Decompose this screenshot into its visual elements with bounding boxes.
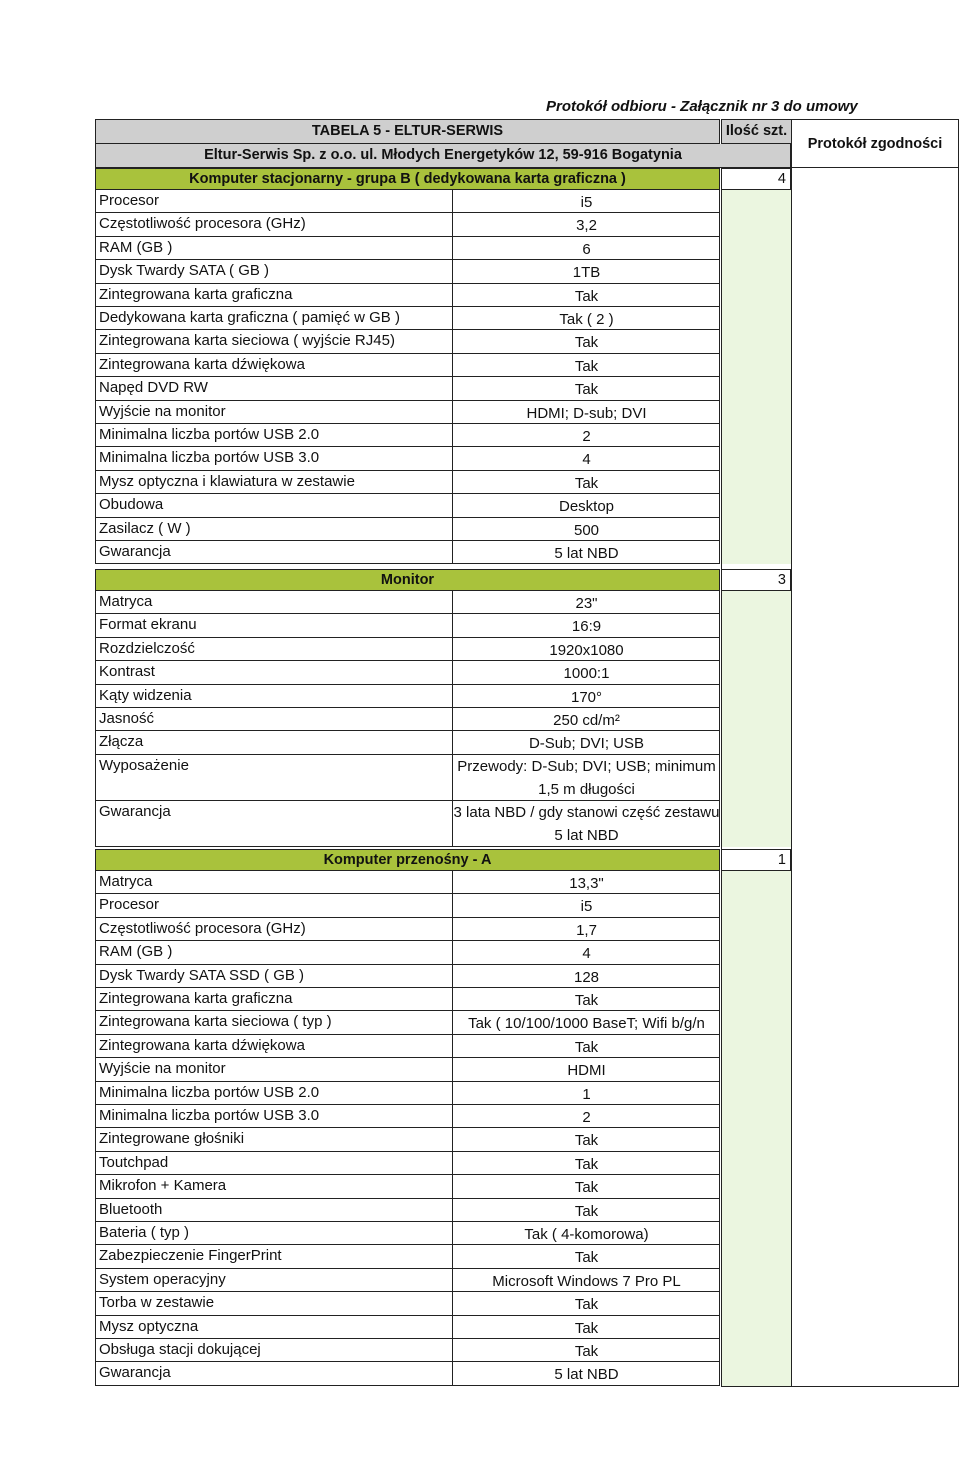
table-row: [95, 661, 720, 684]
table-row: [95, 1269, 720, 1292]
table-border-line: [721, 168, 722, 1386]
table-border-line: [791, 168, 792, 1386]
spec-label: RAM (GB ): [99, 238, 173, 256]
spec-label: Zasilacz ( W ): [99, 519, 191, 537]
spec-value: Tak: [574, 334, 599, 352]
spec-label: Częstotliwość procesora (GHz): [99, 215, 306, 233]
spec-value: D-Sub; DVI; USB: [528, 735, 645, 753]
table-row: [95, 731, 720, 754]
table-row: [95, 307, 720, 330]
table-row: [95, 1316, 720, 1339]
table-row: [95, 1011, 720, 1034]
table-row: [95, 614, 720, 637]
spec-value: 1,7: [576, 921, 597, 939]
spec-value: Tak: [574, 1155, 599, 1173]
spec-label: Dedykowana karta graficzna ( pamięć w GB ): [99, 309, 400, 326]
table-row: [95, 755, 720, 801]
spec-label: Matryca: [99, 593, 153, 610]
table-bottom-line: [721, 1386, 959, 1387]
spec-value: Tak: [574, 1319, 599, 1337]
spec-label: Minimalna liczba portów USB 3.0: [99, 449, 320, 467]
section-quantity: 1: [721, 849, 791, 871]
table-row: [95, 894, 720, 917]
spec-label: Gwarancja: [99, 543, 171, 560]
spec-label: Gwarancja: [99, 1364, 171, 1382]
table-row: [95, 213, 720, 236]
table-row: [95, 918, 720, 941]
table-row: [95, 424, 720, 447]
spec-label: Wyjście na monitor: [99, 1060, 226, 1078]
compliance-column-header: Protokół zgodności: [791, 119, 959, 168]
table-row: [95, 237, 720, 260]
spec-label: Minimalna liczba portów USB 2.0: [99, 1083, 320, 1101]
table-row: [95, 1035, 720, 1058]
spec-value: 1: [582, 1085, 591, 1103]
spec-label: Obudowa: [99, 496, 164, 514]
spec-value: 500: [573, 521, 600, 539]
section-header: Komputer przenośny - A: [95, 849, 720, 871]
spec-label: Zintegrowana karta sieciowa ( wyjście RJ45): [99, 332, 395, 350]
section-quantity: 3: [721, 569, 791, 591]
spec-label: Rozdzielczość: [99, 639, 195, 657]
table-row: [95, 708, 720, 731]
spec-label: Kąty widzenia: [99, 686, 192, 704]
table-row: [95, 941, 720, 964]
table-row: [95, 1245, 720, 1268]
section-header: Komputer stacjonarny - grupa B ( dedykowana karta graficzna ): [95, 168, 720, 190]
section-quantity: 4: [721, 168, 791, 190]
spec-label: Toutchpad: [99, 1153, 169, 1171]
table-row: [95, 988, 720, 1011]
spec-value: 250 cd/m²: [553, 712, 620, 729]
spec-value: 2: [582, 1109, 591, 1126]
page-heading: Protokół odbioru - Załącznik nr 3 do umowy: [546, 98, 858, 115]
table-row: [95, 1339, 720, 1362]
spec-value: Tak ( 4-komorowa): [524, 1226, 649, 1243]
spec-value: 5 lat NBD: [554, 545, 619, 562]
table-row: [95, 638, 720, 661]
spec-label: Bluetooth: [99, 1200, 163, 1218]
table-row: [95, 801, 720, 847]
spec-value: 16:9: [571, 618, 602, 636]
spec-value: Microsoft Windows 7 Pro PL: [492, 1272, 681, 1290]
spec-label: Gwarancja: [99, 802, 171, 820]
spec-label: Zabezpieczenie FingerPrint: [99, 1247, 282, 1265]
spec-value: 3 lata NBD / gdy stanowi część zestawu 5 lat NBD: [453, 803, 720, 844]
spec-value: Tak ( 2 ): [559, 311, 614, 328]
spec-value: 1TB: [572, 264, 601, 282]
table-row: [95, 1362, 720, 1385]
spec-label: Torba w zestawie: [99, 1294, 215, 1312]
table-row: [95, 591, 720, 614]
spec-value: 1000:1: [563, 665, 610, 683]
column-divider: [452, 190, 453, 564]
table-title: TABELA 5 - ELTUR-SERWIS: [95, 119, 720, 144]
spec-value: Tak: [574, 1132, 599, 1150]
table-row: [95, 377, 720, 400]
column-divider: [452, 591, 453, 847]
spec-value: Tak: [574, 1179, 599, 1197]
spec-label: Obsługa stacji dokującej: [99, 1341, 261, 1358]
spec-value: HDMI; D-sub; DVI: [526, 404, 647, 422]
section-header: Monitor: [95, 569, 720, 591]
spec-label: Mysz optyczna i klawiatura w zestawie: [99, 472, 355, 490]
table-row: [95, 401, 720, 424]
spec-value: Tak: [574, 1202, 599, 1220]
spec-label: System operacyjny: [99, 1270, 226, 1288]
spec-label: Zintegrowana karta sieciowa ( typ ): [99, 1013, 332, 1031]
column-divider: [452, 871, 453, 1386]
spec-label: RAM (GB ): [99, 943, 173, 961]
spec-value: Tak: [574, 287, 599, 305]
quantity-column-band: [721, 871, 791, 1386]
spec-value: 2: [582, 428, 591, 445]
spec-label: Matryca: [99, 873, 153, 890]
table-row: [95, 284, 720, 307]
spec-label: Złącza: [99, 733, 144, 751]
spec-value: Tak: [574, 992, 599, 1009]
spec-label: Mysz optyczna: [99, 1317, 199, 1335]
table-border-line: [958, 119, 959, 1386]
spec-value: i5: [580, 194, 593, 211]
table-row: [95, 871, 720, 894]
spec-value: 4: [582, 451, 591, 469]
spec-value: 5 lat NBD: [554, 1366, 619, 1384]
spec-value: Tak: [574, 1249, 599, 1267]
spec-label: Wyposażenie: [99, 756, 189, 774]
spec-value: HDMI: [567, 1062, 606, 1080]
table-row: [95, 965, 720, 988]
spec-label: Minimalna liczba portów USB 2.0: [99, 426, 320, 443]
qty-column-header: Ilość szt.: [721, 119, 791, 144]
spec-label: Zintegrowana karta dźwiękowa: [99, 1036, 305, 1054]
table-row: [95, 1082, 720, 1105]
spec-value: 4: [582, 945, 591, 963]
spec-label: Zintegrowana karta graficzna: [99, 990, 293, 1007]
spec-value: Tak: [574, 357, 599, 375]
spec-label: Procesor: [99, 896, 160, 914]
spec-value: i5: [580, 898, 593, 916]
spec-label: Wyjście na monitor: [99, 402, 226, 420]
table-row: [95, 685, 720, 708]
spec-label: Minimalna liczba portów USB 3.0: [99, 1107, 320, 1124]
table-row: [95, 1175, 720, 1198]
spec-value: Tak: [574, 1343, 599, 1360]
table-row: [95, 471, 720, 494]
table-row: [95, 1222, 720, 1245]
table-row: [95, 447, 720, 470]
table-row: [95, 190, 720, 213]
table-row: [95, 1152, 720, 1175]
quantity-column-band: [721, 190, 791, 564]
spec-value: Tak: [574, 474, 599, 492]
spec-label: Bateria ( typ ): [99, 1224, 190, 1241]
table-row: [95, 1199, 720, 1222]
spec-label: Mikrofon + Kamera: [99, 1177, 227, 1195]
table-row: [95, 354, 720, 377]
table-row: [95, 1292, 720, 1315]
spec-value: 6: [582, 240, 591, 258]
table-row: [95, 494, 720, 517]
company-line: Eltur-Serwis Sp. z o.o. ul. Młodych Energetyków 12, 59-916 Bogatynia: [95, 144, 791, 168]
table-row: [95, 541, 720, 564]
spec-label: Procesor: [99, 192, 160, 209]
spec-value: Desktop: [558, 498, 615, 516]
table-row: [95, 330, 720, 353]
spec-label: Dysk Twardy SATA SSD ( GB ): [99, 966, 305, 984]
spec-value: Tak ( 10/100/1000 BaseT; Wifi b/g/n: [468, 1015, 705, 1033]
spec-label: Kontrast: [99, 663, 155, 681]
table-row: [95, 1128, 720, 1151]
spec-value: 23": [575, 595, 598, 612]
spec-value: 1920x1080: [549, 641, 624, 659]
spec-label: Jasność: [99, 710, 155, 727]
table-row: [95, 260, 720, 283]
spec-value: Tak: [574, 381, 599, 399]
spec-value: Tak: [574, 1296, 599, 1314]
spec-value: 128: [573, 968, 600, 986]
quantity-column-band: [721, 591, 791, 847]
spec-value: Przewody: D-Sub; DVI; USB; minimum 1,5 m długości: [457, 757, 716, 798]
table-row: [95, 1105, 720, 1128]
spec-value: 13,3": [569, 875, 604, 892]
spec-value: 3,2: [576, 217, 597, 235]
spec-label: Napęd DVD RW: [99, 379, 208, 397]
table-row: [95, 1058, 720, 1081]
spec-label: Dysk Twardy SATA ( GB ): [99, 262, 270, 280]
table-row: [95, 518, 720, 541]
spec-label: Format ekranu: [99, 616, 197, 634]
spec-value: 170°: [570, 688, 603, 706]
spec-value: Tak: [574, 1038, 599, 1056]
spec-label: Zintegrowane głośniki: [99, 1130, 245, 1148]
spec-label: Zintegrowana karta graficzna: [99, 285, 293, 303]
spec-label: Zintegrowana karta dźwiękowa: [99, 355, 305, 373]
spec-label: Częstotliwość procesora (GHz): [99, 919, 306, 937]
